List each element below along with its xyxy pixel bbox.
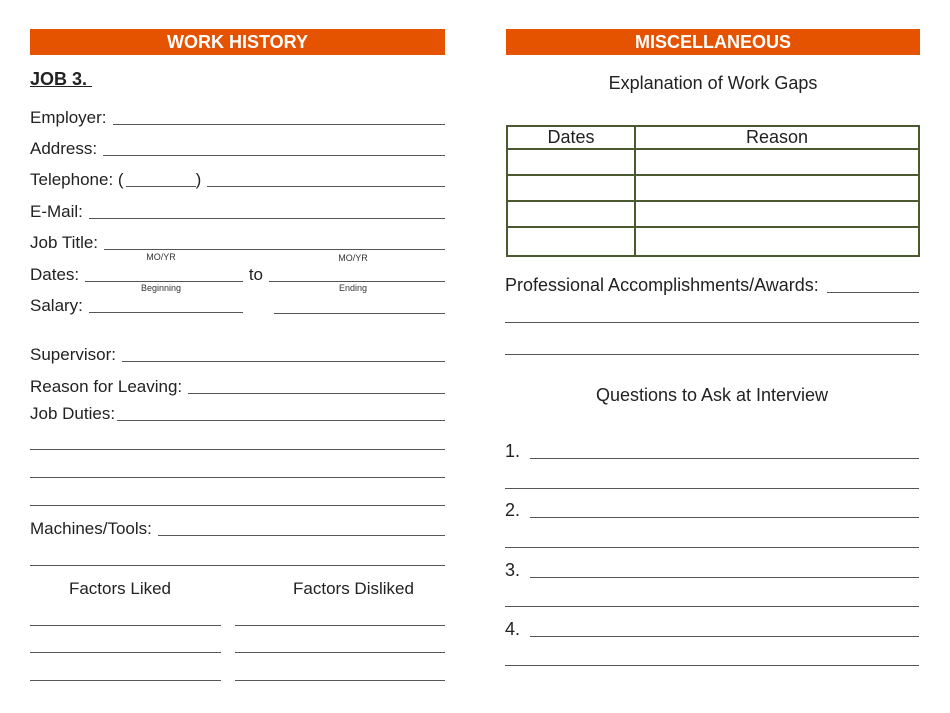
question-number: 1. (505, 441, 521, 461)
dates-cell[interactable] (507, 149, 635, 175)
questions-title: Questions to Ask at Interview (595, 385, 829, 405)
duties-line-2[interactable] (30, 449, 445, 450)
dates-cell[interactable] (507, 201, 635, 227)
telephone-field[interactable] (30, 168, 445, 190)
liked-line-1[interactable] (30, 625, 221, 626)
dates-cell[interactable] (507, 175, 635, 201)
question-number: 3. (505, 560, 521, 580)
dates-field[interactable] (30, 263, 445, 285)
machines-line[interactable] (158, 535, 445, 536)
beginning-hint: Beginning (140, 283, 182, 293)
reason-field[interactable] (30, 375, 445, 397)
duties-field[interactable] (30, 402, 445, 424)
reason-cell[interactable] (635, 201, 919, 227)
machines-line-2[interactable] (30, 565, 445, 566)
reason-line[interactable] (188, 393, 445, 394)
machines-label: Machines/Tools: (30, 519, 152, 538)
salary-end-line[interactable] (274, 313, 445, 314)
to-label: to (248, 265, 263, 284)
accomplishments-line-2[interactable] (505, 322, 919, 323)
duties-line-4[interactable] (30, 505, 445, 506)
job-title-line[interactable] (104, 249, 445, 250)
start-moyr-hint: MO/YR (146, 252, 176, 262)
question-line[interactable] (530, 517, 919, 518)
job-title-field[interactable] (30, 231, 445, 253)
telephone-label: Telephone: ( (30, 170, 124, 189)
work-gaps-table (506, 125, 920, 257)
duties-line[interactable] (117, 420, 445, 421)
salary-label: Salary: (30, 296, 83, 315)
question-2-line-2[interactable] (505, 547, 919, 548)
duties-line-3[interactable] (30, 477, 445, 478)
factors-disliked-heading: Factors Disliked (293, 579, 414, 598)
end-date-line[interactable] (269, 281, 445, 282)
machines-field[interactable] (30, 517, 445, 539)
question-number: 2. (505, 500, 521, 520)
work-gaps-title: Explanation of Work Gaps (608, 73, 818, 93)
accomplishments-label: Professional Accomplishments/Awards: (505, 275, 819, 295)
question-3-field[interactable] (505, 559, 919, 581)
accomplishments-line[interactable] (827, 292, 919, 293)
question-line[interactable] (530, 577, 919, 578)
dates-label: Dates: (30, 265, 80, 284)
question-line[interactable] (530, 636, 919, 637)
duties-label: Job Duties: (30, 404, 116, 423)
employer-line[interactable] (113, 124, 445, 125)
disliked-line-3[interactable] (235, 680, 445, 681)
question-3-line-2[interactable] (505, 606, 919, 607)
start-date-line[interactable] (85, 281, 243, 282)
disliked-line-1[interactable] (235, 625, 445, 626)
employer-label: Employer: (30, 108, 107, 127)
factors-liked-heading: Factors Liked (68, 579, 172, 598)
question-4-line-2[interactable] (505, 665, 919, 666)
supervisor-field[interactable] (30, 343, 445, 365)
disliked-line-2[interactable] (235, 652, 445, 653)
job-title-label: Job Title: (30, 233, 99, 252)
email-label: E-Mail: (30, 202, 83, 221)
accomplishments-field[interactable] (505, 274, 919, 296)
work-history-header: WORK HISTORY (30, 29, 445, 55)
address-line[interactable] (103, 155, 445, 156)
end-moyr-hint: MO/YR (338, 253, 368, 263)
salary-field[interactable] (30, 294, 243, 316)
reason-cell[interactable] (635, 227, 919, 256)
supervisor-label: Supervisor: (30, 345, 116, 364)
paren-close: ) (195, 170, 202, 189)
question-1-field[interactable] (505, 440, 919, 462)
liked-line-3[interactable] (30, 680, 221, 681)
reason-cell[interactable] (635, 175, 919, 201)
email-line[interactable] (89, 218, 445, 219)
table-row (507, 201, 919, 227)
area-code-line[interactable] (126, 186, 196, 187)
address-label: Address: (30, 139, 98, 158)
dates-column-header: Dates (507, 126, 635, 149)
dates-cell[interactable] (507, 227, 635, 256)
table-row (507, 149, 919, 175)
employer-field[interactable] (30, 106, 445, 128)
job-label: JOB 3. (30, 69, 88, 89)
question-2-field[interactable] (505, 499, 919, 521)
address-field[interactable] (30, 137, 445, 159)
table-row (507, 175, 919, 201)
question-4-field[interactable] (505, 618, 919, 640)
job-title-heading (30, 68, 92, 90)
liked-line-2[interactable] (30, 652, 221, 653)
salary-line[interactable] (89, 312, 243, 313)
question-number: 4. (505, 619, 521, 639)
ending-hint: Ending (338, 283, 368, 293)
miscellaneous-header: MISCELLANEOUS (506, 29, 920, 55)
reason-label: Reason for Leaving: (30, 377, 183, 396)
question-line[interactable] (530, 458, 919, 459)
reason-cell[interactable] (635, 149, 919, 175)
accomplishments-line-3[interactable] (505, 354, 919, 355)
question-1-line-2[interactable] (505, 488, 919, 489)
reason-column-header: Reason (635, 126, 919, 149)
supervisor-line[interactable] (122, 361, 445, 362)
telephone-line[interactable] (207, 186, 445, 187)
email-field[interactable] (30, 200, 445, 222)
table-row (507, 227, 919, 256)
table-header-row (507, 126, 919, 149)
